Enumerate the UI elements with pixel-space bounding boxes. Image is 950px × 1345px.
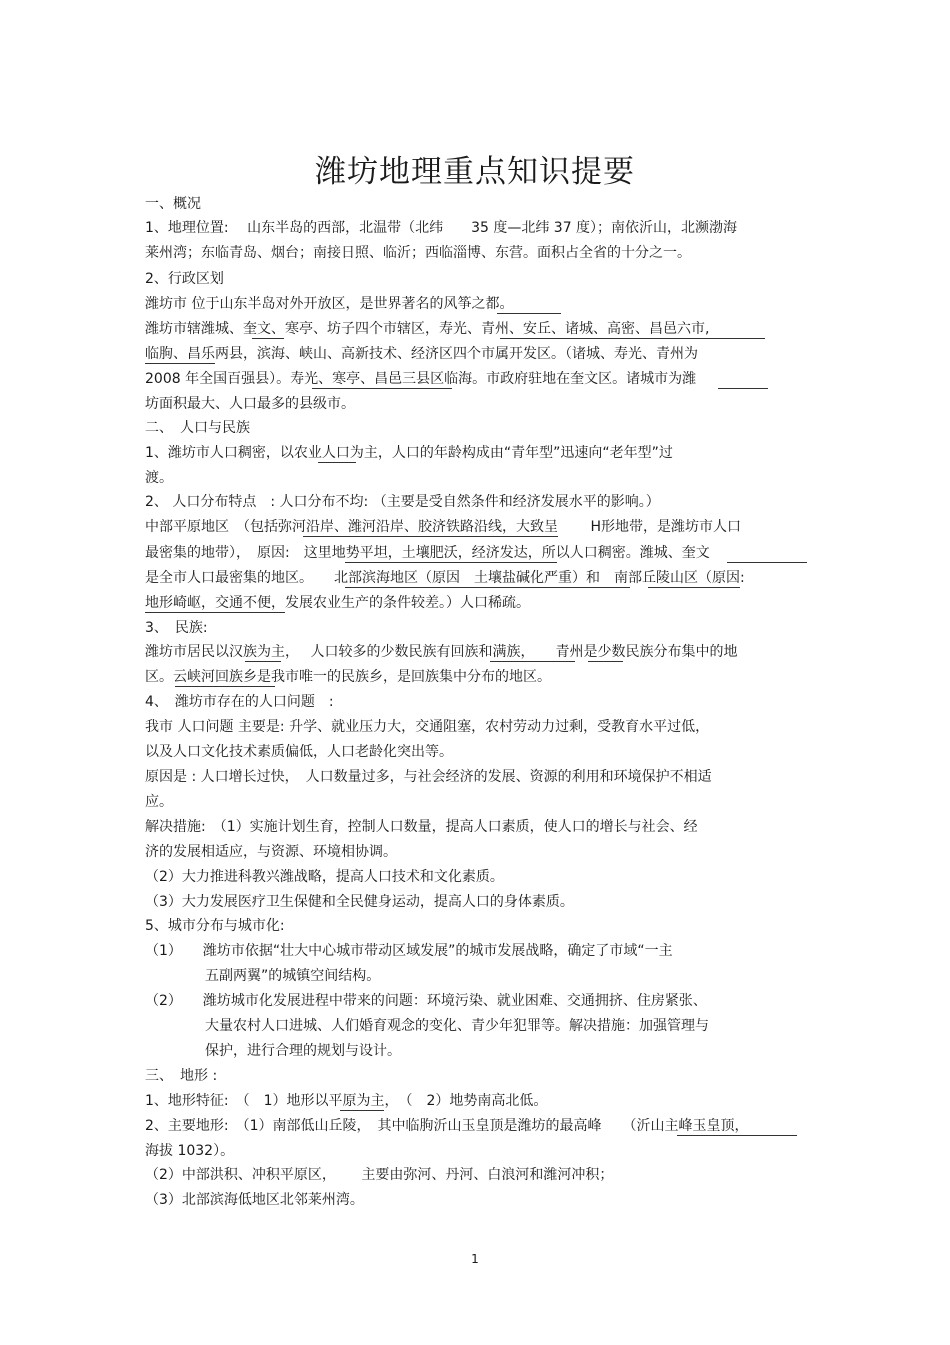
page-number: 1 (471, 1252, 479, 1266)
underline-mark (345, 587, 630, 588)
text-line: （3）北部滨海低地区北邻莱州湾。 (145, 1192, 364, 1208)
text-line: 渡。 (145, 470, 173, 486)
text-line: 临朐、昌乐两县，滨海、峡山、高新技术、经济区四个市属开发区。（诸城、寿光、青州为 (145, 346, 698, 362)
underline-mark (345, 562, 557, 563)
text-line: 应。 (145, 794, 173, 810)
section-heading: 二、 人口与民族 (145, 420, 250, 436)
text-line: 济的发展相适应，与资源、环境相协调。 (145, 844, 397, 860)
section-heading: 一、概况 (145, 196, 201, 212)
text-line: 区。云峡河回族乡是我市唯一的民族乡，是回族集中分布的地区。 (145, 669, 551, 685)
text-line: 是全市人口最密集的地区。 北部滨海地区（原因 土壤盐碱化严重）和 南部丘陵山区（原因: (145, 570, 745, 586)
text-line: 2、主要地形: （1）南部低山丘陵， 其中临朐沂山玉皇顶是潍坊的最高峰 （沂山主峰玉皇顶， (145, 1118, 749, 1134)
text-line: 潍坊市 位于山东半岛对外开放区，是世界著名的风筝之都。 (145, 296, 514, 312)
subsection-heading: 5、城市分布与城市化: (145, 918, 285, 934)
text-line: 潍坊市辖潍城、奎文、寒亭、坊子四个市辖区，寿光、青州、安丘、诸城、高密、昌邑六市, (145, 321, 710, 337)
text-line: 我市 人口问题 主要是: 升学、就业压力大，交通阻塞，农村劳动力过剩，受教育水平过低， (145, 719, 710, 735)
underline-mark (252, 338, 284, 339)
text-line: 原因是 : 人口增长过快， 人口数量过多，与社会经济的发展、资源的利用和环境保护不相适 (145, 769, 712, 785)
text-line: 地形崎岖，交通不便，发展农业生产的条件较差。）人口稀疏。 (145, 595, 530, 611)
page-title: 潍坊地理重点知识提要 (315, 154, 635, 190)
subsection-heading: 3、 民族: (145, 620, 208, 636)
underline-mark (303, 536, 558, 537)
text-line: 1、潍坊市人口稠密，以农业人口为主，人口的年龄构成由“青年型”迅速向“老年型”过 (145, 445, 673, 461)
underline-mark (175, 686, 275, 687)
section-heading: 三、 地形 : (145, 1068, 218, 1084)
text-line: 五副两翼”的城镇空间结构。 (205, 968, 381, 984)
underline-mark (677, 1135, 797, 1136)
underline-mark (245, 661, 281, 662)
text-line: 最密集的地带）， 原因: 这里地势平坦，土壤肥沃，经济发达，所以人口稠密。潍城、奎文 (145, 545, 710, 561)
underline-mark (312, 388, 452, 389)
text-line: 1、地形特征: （ 1）地形以平原为主， （ 2）地势南高北低。 (145, 1093, 548, 1109)
text-line: （2）中部洪积、冲积平原区， 主要由弥河、丹河、白浪河和潍河冲积； (145, 1167, 614, 1183)
text-line: 海拔 1032）。 (145, 1143, 235, 1159)
underline-mark (318, 462, 356, 463)
underline-mark (588, 661, 623, 662)
text-line: 中部平原地区 （包括弥河沿岸、潍河沿岸、胶济铁路沿线，大致呈 H形地带，是潍坊市人口 (145, 519, 741, 535)
text-line: 坊面积最大、人口最多的县级市。 (145, 396, 355, 412)
subsection-heading: 4、 潍坊市存在的人口问题 : (145, 694, 334, 710)
underline-mark (648, 587, 740, 588)
underline-mark (340, 1110, 384, 1111)
text-line: 2008 年全国百强县）。寿光、寒亭、昌邑三县区临海。市政府驻地在奎文区。诸城市为潍 (145, 371, 697, 387)
text-line: （1） 潍坊市依据“壮大中心城市带动区域发展”的城市发展战略，确定了市域“一主 (145, 943, 673, 959)
underline-mark (497, 313, 561, 314)
underline-mark (145, 612, 285, 613)
text-line: 莱州湾；东临青岛、烟台；南接日照、临沂；西临淄博、东营。面积占全省的十分之一。 (145, 245, 691, 261)
text-line: 1、地理位置: 山东半岛的西部，北温带（北纬 35 度—北纬 37 度）；南依沂山，北濒渤海 (145, 220, 738, 236)
text-line: （2） 潍坊城市化发展进程中带来的问题：环境污染、就业困难、交通拥挤、住房紧张、 (145, 993, 707, 1009)
text-line: 解决措施: （1）实施计划生育，控制人口数量，提高人口素质，使人口的增长与社会、经 (145, 819, 698, 835)
underline-mark (490, 661, 575, 662)
text-line: 潍坊市居民以汉族为主， 人口较多的少数民族有回族和满族， 青州是少数民族分布集中的地 (145, 644, 738, 660)
text-line: （3）大力发展医疗卫生保健和全民健身运动，提高人口的身体素质。 (145, 894, 574, 910)
underline-mark (500, 338, 765, 339)
underline-mark (727, 562, 807, 563)
text-line: （2）大力推进科教兴潍战略，提高人口技术和文化素质。 (145, 869, 504, 885)
text-line: 大量农村人口进城、人们婚育观念的变化、青少年犯罪等。解决措施：加强管理与 (205, 1018, 709, 1034)
underline-mark (145, 363, 215, 364)
underline-mark (718, 388, 768, 389)
text-line: 2、 人口分布特点 : 人口分布不均: （主要是受自然条件和经济发展水平的影响。） (145, 494, 660, 510)
text-line: 保护，进行合理的规划与设计。 (205, 1043, 401, 1059)
subsection-heading: 2、行政区划 (145, 271, 224, 287)
text-line: 以及人口文化技术素质偏低，人口老龄化突出等。 (145, 744, 453, 760)
